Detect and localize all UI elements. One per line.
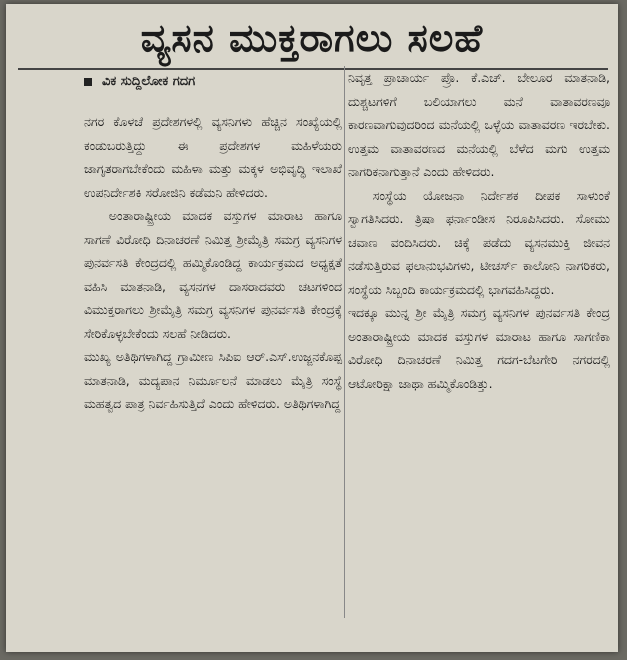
paragraph: ಸಂಸ್ಥೆಯ ಯೋಜನಾ ನಿರ್ದೇಶಕ ದೀಪಕ ಸಾಳುಂಕೆ ಸ್ವಾಗತಿಸಿದರು. ತ್ರಿಷಾ ಫರ್ನಾಂಡೀಸ ನಿರೂಪಿಸಿದರು. ಸೋಮು ಚವಾಣ ವಂದಿಸಿದರು. ಚಿಕ್ಕೆ ಪಡೆದು ವ್ಯಸನಮುಕ್ತಿ ಜೀವನ ನಡೆಸುತ್ತಿರುವ ಫಲಾನುಭವಿಗಳು, ಟೀಚರ್ಸ್ ಕಾಲೋನಿ ನಾಗರಿಕರು, ಸಂಸ್ಥೆಯ ಸಿಬ್ಬಂದಿ ಕಾರ್ಯಕ್ರಮದಲ್ಲಿ ಭಾಗವಹಿಸಿದ್ದರು. <box>348 187 610 297</box>
paragraph: ನಿವೃತ್ತ ಪ್ರಾಚಾರ್ಯ ಪ್ರೊ. ಕೆ.ಎಚ್. ಬೇಲೂರ ಮಾತನಾಡಿ, ದುಶ್ಚಟಗಳಿಗೆ ಬಲಿಯಾಗಲು ಮನೆ ವಾತಾವರಣವೂ ಕಾರಣವಾಗುವುದರಿಂದ ಮನೆಯಲ್ಲಿ ಒಳ್ಳೆಯ ವಾತಾವರಣ ಇರಬೇಕು. ಉತ್ತಮ ವಾತಾವರಣದ ಮನೆಯಲ್ಲಿ ಬೆಳೆದ ಮಗು ಉತ್ತಮ ನಾಗರಿಕನಾಗುತ್ತಾನೆ ಎಂದು ಹೇಳಿದರು. <box>348 70 610 179</box>
right-column <box>348 66 610 395</box>
newspaper-clipping <box>6 4 618 652</box>
byline-text: ವಿಕ ಸುದ್ದಿಲೋಕ ಗದಗ <box>102 74 196 89</box>
headline: ವ್ಯಸನ ಮುಕ್ತರಾಗಲು ಸಲಹೆ <box>140 16 484 60</box>
paragraph: ನಗರ ಕೊಳಚೆ ಪ್ರದೇಶಗಳಲ್ಲಿ ವ್ಯಸನಿಗಳು ಹೆಚ್ಚಿನ ಸಂಖ್ಯೆಯಲ್ಲಿ ಕಂಡುಬರುತ್ತಿದ್ದು ಈ ಪ್ರದೇಶಗಳ ಮಹಿಳೆಯರು ಜಾಗೃತರಾಗಬೇಕೆಂದು ಮಹಿಳಾ ಮತ್ತು ಮಕ್ಕಳ ಅಭಿವೃದ್ಧಿ ಇಲಾಖೆ ಉಪನಿರ್ದೇಶಕಿ ಸರೋಜಿನಿ ಕಡೆಮನಿ ಹೇಳಿದರು. <box>84 114 342 200</box>
byline <box>84 74 195 89</box>
paragraph: ಮುಖ್ಯ ಅತಿಥಿಗಳಾಗಿದ್ದ ಗ್ರಾಮೀಣ ಸಿಪಿಐ ಆರ್.ಎಸ್.ಉಜ್ಜನಕೊಪ್ಪ ಮಾತನಾಡಿ, ಮದ್ಯಪಾನ ನಿರ್ಮೂಲನೆ ಮಾಡಲು ಮೈತ್ರಿ ಸಂಸ್ಥೆ ಮಹತ್ವದ ಪಾತ್ರ ನಿರ್ವಹಿಸುತ್ತಿದೆ ಎಂದು ಹೇಳಿದರು. ಅತಿಥಿಗಳಾಗಿದ್ದ <box>84 349 342 411</box>
column-divider <box>344 66 345 618</box>
paragraph: ಇದಕ್ಕೂ ಮುನ್ನ ಶ್ರೀ ಮೈತ್ರಿ ಸಮಗ್ರ ವ್ಯಸನಿಗಳ ಪುನರ್ವಸತಿ ಕೇಂದ್ರ ಅಂತಾರಾಷ್ಟ್ರೀಯ ಮಾದಕ ವಸ್ತುಗಳ ಮಾರಾಟ ಹಾಗೂ ಸಾಗಣಿಕಾ ವಿರೋಧಿ ದಿನಾಚರಣೆ ನಿಮಿತ್ತ ಗದಗ-ಬೆಟಗೇರಿ ನಗರದಲ್ಲಿ ಆಟೋರಿಕ್ಷಾ ಜಾಥಾ ಹಮ್ಮಿಕೊಂಡಿತ್ತು. <box>348 305 610 391</box>
bullet-icon <box>84 78 92 86</box>
left-column <box>84 110 342 416</box>
paragraph: ಅಂತಾರಾಷ್ಟ್ರೀಯ ಮಾದಕ ವಸ್ತುಗಳ ಮಾರಾಟ ಹಾಗೂ ಸಾಗಣೆ ವಿರೋಧಿ ದಿನಾಚರಣೆ ನಿಮಿತ್ತ ಶ್ರೀಮೈತ್ರಿ ಸಮಗ್ರ ವ್ಯಸನಿಗಳ ಪುನರ್ವಸತಿ ಕೇಂದ್ರದಲ್ಲಿ ಹಮ್ಮಿಕೊಂಡಿದ್ದ ಕಾರ್ಯಕ್ರಮದ ಅಧ್ಯಕ್ಷತೆ ವಹಿಸಿ ಮಾತನಾಡಿ, ವ್ಯಸನಗಳ ದಾಸರಾದವರು ಚಟಗಳಿಂದ ವಿಮುಕ್ತರಾಗಲು ಶ್ರೀಮೈತ್ರಿ ಸಮಗ್ರ ವ್ಯಸನಿಗಳ ಪುನರ್ವಸತಿ ಕೇಂದ್ರಕ್ಕೆ ಸೇರಿಕೊಳ್ಳಬೇಕೆಂದು ಸಲಹೆ ನೀಡಿದರು. <box>84 208 342 341</box>
